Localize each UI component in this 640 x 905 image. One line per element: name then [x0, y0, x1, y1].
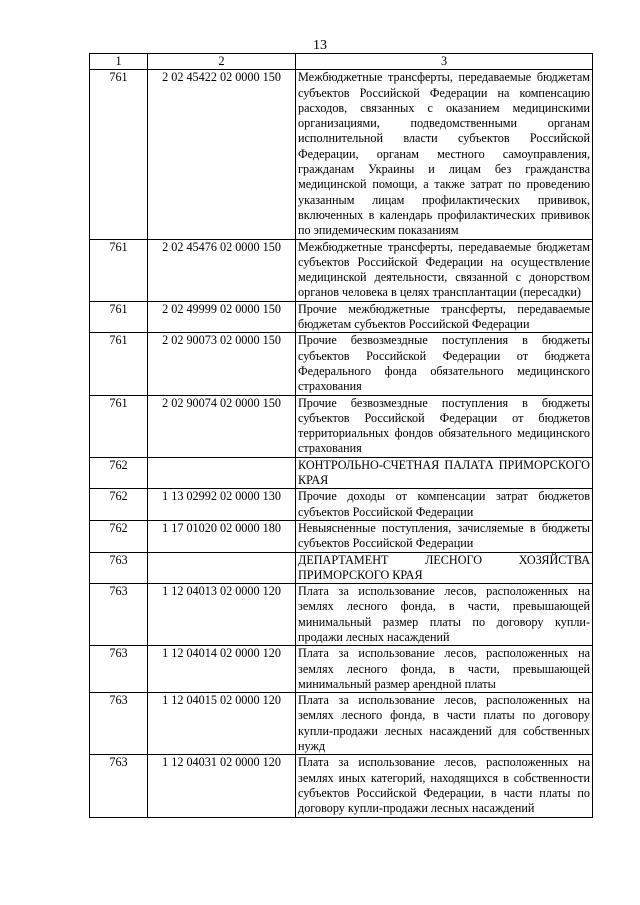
revenue-name-cell: Прочие межбюджетные трансферты, передаваемые бюджетам субъектов Российской Федерации	[296, 301, 593, 333]
revenue-name-cell: Невыясненные поступления, зачисляемые в бюджеты субъектов Российской Федерации	[296, 520, 593, 552]
table-row	[90, 301, 593, 333]
table-row	[90, 693, 593, 755]
revenue-name-cell: Межбюджетные трансферты, передаваемые бюджетам субъектов Российской Федерации на компенсацию расходов, связанных с оказанием медицинскими организациями, подведомственными органам исполнительной власти субъектов Российской Федерации, органам местного самоуправления, гражданам Украины и лицам без гражданства медицинской помощи, а также затрат по проведению указанным лицам профилактических прививок, включенных в календарь профилактических прививок по эпидемическим показаниям	[296, 70, 593, 239]
revenue-name-cell: Прочие доходы от компенсации затрат бюджетов субъектов Российской Федерации	[296, 489, 593, 521]
revenue-name-cell: Межбюджетные трансферты, передаваемые бюджетам субъектов Российской Федерации на осуществление медицинской деятельности, связанной с донорством органов человека в целях трансплантации (пересадки)	[296, 239, 593, 301]
revenue-code-cell: 2 02 45422 02 0000 150	[148, 70, 296, 239]
administrator-name-cell: КОНТРОЛЬНО-СЧЕТНАЯ ПАЛАТА ПРИМОРСКОГО КРАЯ	[296, 457, 593, 489]
admin-code-cell: 763	[90, 646, 148, 693]
table-row	[90, 520, 593, 552]
admin-code-cell: 761	[90, 301, 148, 333]
admin-code-cell: 763	[90, 552, 148, 584]
revenue-code-cell: 2 02 49999 02 0000 150	[148, 301, 296, 333]
admin-code-cell: 762	[90, 520, 148, 552]
revenue-code-cell: 2 02 90073 02 0000 150	[148, 333, 296, 395]
table-row	[90, 646, 593, 693]
header-col-1: 1	[90, 54, 148, 70]
admin-code-cell: 763	[90, 755, 148, 817]
revenue-name-cell: Прочие безвозмездные поступления в бюджеты субъектов Российской Федерации от бюджетов территориальных фондов обязательного медицинского страхования	[296, 395, 593, 457]
admin-code-cell: 761	[90, 395, 148, 457]
table-row	[90, 395, 593, 457]
revenue-code-cell: 1 12 04031 02 0000 120	[148, 755, 296, 817]
revenue-code-cell: 2 02 45476 02 0000 150	[148, 239, 296, 301]
table-row	[90, 333, 593, 395]
table-row	[90, 70, 593, 239]
administrator-name-cell: ДЕПАРТАМЕНТ ЛЕСНОГО ХОЗЯЙСТВА ПРИМОРСКОГО КРАЯ	[296, 552, 593, 584]
admin-code-cell: 761	[90, 239, 148, 301]
revenue-code-cell: 1 13 02992 02 0000 130	[148, 489, 296, 521]
revenue-code-cell: 1 12 04015 02 0000 120	[148, 693, 296, 755]
revenue-code-cell: 1 12 04013 02 0000 120	[148, 584, 296, 646]
table-header-row	[90, 54, 593, 70]
revenue-name-cell: Прочие безвозмездные поступления в бюджеты субъектов Российской Федерации от бюджета Федерального фонда обязательного медицинского страхования	[296, 333, 593, 395]
revenue-name-cell: Плата за использование лесов, расположенных на землях иных категорий, находящихся в собственности субъектов Российской Федерации, в части платы по договору купли-продажи лесных насаждений	[296, 755, 593, 817]
admin-code-cell: 761	[90, 333, 148, 395]
revenue-name-cell: Плата за использование лесов, расположенных на землях лесного фонда, в части, превышающей минимальный размер платы по договору купли-продажи лесных насаждений	[296, 584, 593, 646]
admin-code-cell: 762	[90, 489, 148, 521]
table-row-section	[90, 457, 593, 489]
header-col-2: 2	[148, 54, 296, 70]
admin-code-cell: 762	[90, 457, 148, 489]
revenue-name-cell: Плата за использование лесов, расположенных на землях лесного фонда, в части платы по договору купли-продажи лесных насаждений для собственных нужд	[296, 693, 593, 755]
admin-code-cell: 761	[90, 70, 148, 239]
revenue-code-cell: 2 02 90074 02 0000 150	[148, 395, 296, 457]
revenue-name-cell: Плата за использование лесов, расположенных на землях лесного фонда, в части, превышающей минимальный размер арендной платы	[296, 646, 593, 693]
revenue-code-cell: 1 17 01020 02 0000 180	[148, 520, 296, 552]
revenue-code-cell	[148, 552, 296, 584]
admin-code-cell: 763	[90, 693, 148, 755]
revenue-code-cell	[148, 457, 296, 489]
table-row	[90, 239, 593, 301]
revenue-codes-table	[89, 53, 593, 818]
page-number: 13	[313, 38, 327, 53]
header-col-3: 3	[296, 54, 593, 70]
table-row-section	[90, 552, 593, 584]
table-row	[90, 489, 593, 521]
admin-code-cell: 763	[90, 584, 148, 646]
table-row	[90, 755, 593, 817]
table-row	[90, 584, 593, 646]
revenue-code-cell: 1 12 04014 02 0000 120	[148, 646, 296, 693]
